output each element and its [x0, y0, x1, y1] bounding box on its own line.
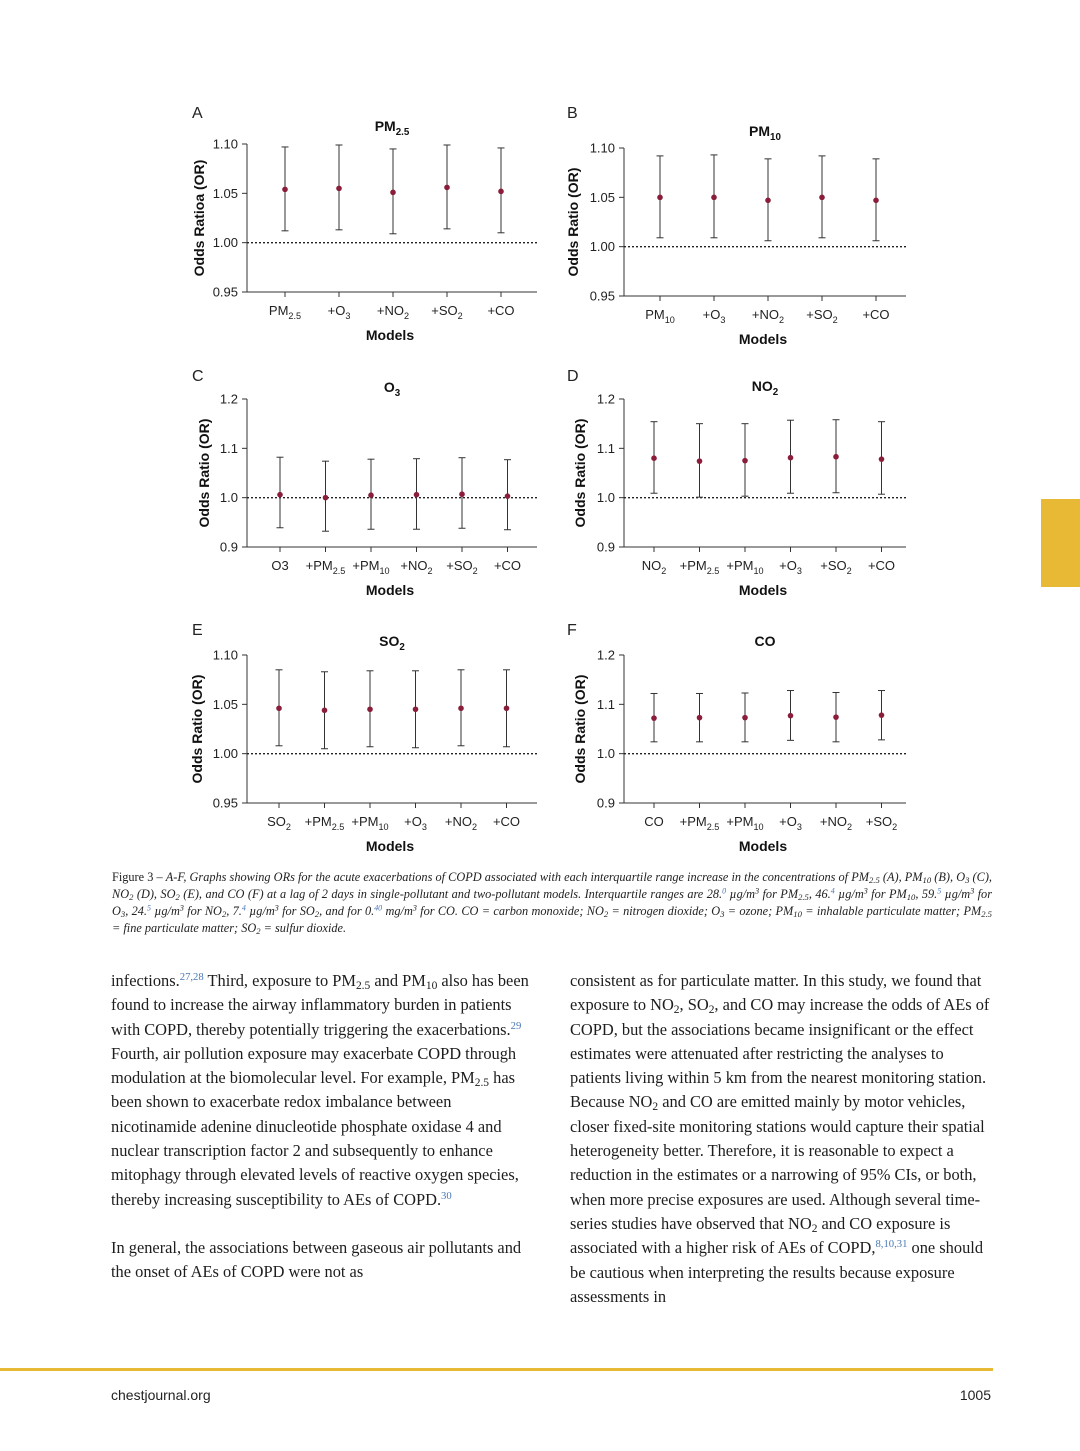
chart-panel-c: [192, 368, 537, 598]
panel-letter: C: [192, 368, 204, 385]
x-tick-label: $+O_3$: [779, 558, 802, 576]
y-tick-label: 1.10: [212, 647, 238, 663]
y-tick-label: 1.2: [596, 647, 615, 663]
y-axis-title: Odds Ratio (OR): [572, 418, 588, 528]
x-tick-label: $+O_3$: [779, 814, 802, 832]
chart-panel-e: [189, 622, 537, 854]
data-point: [367, 706, 373, 712]
data-point: [742, 715, 748, 721]
paragraph: consistent as for particulate matter. In this study, we found that exposure to $NO_2$, $SO_2$, and CO may increase the odds of AEs of COPD, but the associations became insignificant or the effect estimates were attenuated after restricting the analyses to patients living within 5 km from the nearest monitoring station. Because $NO_2$ and CO are emitted mainly by motor vehicles, closer fixed-site monitoring stations would capture their spatial heterogeneity better. Therefore, it is reasonable to expect a reduction in the estimates or a narrowing of 95% CIs, or both, when more precise exposures are used. Although several time-series studies have observed that $NO_2$ and CO exposure is associated with a higher risk of AEs of COPD,$^{8,10,31}$ one should be cautious when interpreting the results because exposure assessments in: [570, 971, 990, 1306]
x-tick-label: $+O_3$: [327, 303, 351, 321]
data-point: [444, 185, 450, 191]
data-point: [505, 493, 511, 499]
panel-letter: D: [567, 368, 579, 385]
panel-letter: B: [567, 105, 578, 122]
x-tick-label: $+PM_{10}$: [351, 814, 389, 832]
x-axis-title: Models: [738, 838, 788, 854]
paragraph: In general, the associations between gaseous air pollutants and the onset of AEs of COPD were not as: [111, 1237, 522, 1282]
data-point: [697, 458, 703, 464]
y-axis-title: Odds Ratioa (OR): [191, 159, 207, 277]
data-point: [873, 197, 879, 203]
x-axis-title: Models: [365, 582, 415, 598]
y-tick-label: 1.0: [219, 490, 238, 506]
data-point: [282, 187, 288, 193]
chart-panel-a: [191, 105, 537, 343]
chart-panel-b: [565, 105, 906, 347]
y-tick-label: 1.10: [212, 136, 238, 152]
data-point: [711, 195, 717, 201]
data-point: [788, 455, 794, 461]
x-tick-label: $NO_2$: [641, 558, 667, 576]
panel-letter: F: [567, 622, 577, 639]
y-tick-label: 0.9: [596, 539, 615, 555]
data-point: [336, 186, 342, 192]
chart-panel-d: [567, 368, 906, 598]
data-point: [742, 458, 748, 464]
data-point: [322, 707, 328, 713]
x-tick-label: +CO: [492, 814, 521, 829]
data-point: [657, 195, 663, 201]
x-tick-label: CO: [644, 814, 664, 829]
x-tick-label: $+SO_2$: [431, 303, 463, 321]
y-tick-label: 1.2: [596, 391, 615, 407]
x-tick-label: +CO: [862, 307, 890, 322]
paragraph: infections.$^{27,28}$ Third, exposure to $PM_{2.5}$ and $PM_{10}$ also has been found to increase the airway inflammatory burden in patients with COPD, thereby potentially triggering the exacerbations.$^{29}$ Fourth, air pollution exposure may exacerbate COPD through modulation at the biomolecular level. For example, $PM_{2.5}$ has been shown to exacerbate redox imbalance between nicotinamide adenine dinucleotide phosphate oxidase 4 and nuclear transcription factor 2 and subsequently to enhance mitophagy through elevated levels of reactive oxygen species, thereby increasing susceptibility to AEs of COPD.$^{30}$: [111, 971, 529, 1209]
x-tick-label: $+SO_2$: [865, 814, 898, 832]
data-point: [788, 713, 794, 719]
x-axis-title: Models: [738, 582, 788, 598]
data-point: [368, 492, 374, 498]
data-point: [819, 195, 825, 201]
data-point: [413, 706, 419, 712]
x-tick-label: $+O_3$: [702, 307, 726, 325]
data-point: [276, 705, 282, 711]
caption-text: A-F, Graphs showing ORs for the acute exacerbations of COPD associated with each interquartile range increase in the concentrations of $PM_{2.5}$ (A), $PM_{10}$ (B), $O_3$ (C), $NO_2$ (D), $SO_2$ (E), and CO (F) at a lag of 2 days in single-pollutant and two-pollutant models. Interquartile ranges are 28.$^0$ $\mu g/m^3$ for $PM_{2.5}$, 46.$^4$ $\mu g/m^3$ for $PM_{10}$, 59.$^5$ $\mu g/m^3$ for $O_3$, 24.$^5$ $\mu g/m^3$ for $NO_2$, 7.$^4$ $\mu g/m^3$ for $SO_2$, and for 0.40 $mg/m^3$ for CO. CO = carbon monoxide; $NO_2$ = nitrogen dioxide; $O_3$ = ozone; $PM_{10}$ = inhalable particulate matter; $PM_{2.5}$ = fine particulate matter; $SO_2$ = sulfur dioxide.: [112, 870, 992, 937]
data-point: [697, 715, 703, 721]
y-tick-label: 1.0: [596, 746, 615, 762]
x-axis-title: Models: [738, 331, 788, 347]
chart-title: $NO_2$: [751, 378, 779, 398]
data-point: [390, 190, 396, 196]
page-number: 1005: [959, 1387, 991, 1403]
x-tick-label: +CO: [487, 303, 515, 318]
data-point: [765, 197, 771, 203]
x-tick-label: $+NO_2$: [751, 307, 785, 325]
y-tick-label: 1.00: [212, 746, 238, 762]
data-point: [504, 705, 510, 711]
x-tick-label: $+PM_{10}$: [726, 558, 764, 576]
text-column-right: [570, 969, 992, 1309]
x-tick-label: $PM_{10}$: [645, 307, 675, 325]
panel-letter: E: [192, 622, 203, 639]
x-tick-label: $PM_{2.5}$: [268, 303, 302, 321]
chart-title: $SO_2$: [379, 633, 405, 653]
x-tick-label: $+PM_{10}$: [726, 814, 764, 832]
y-tick-label: 1.00: [212, 235, 238, 251]
y-tick-label: 0.95: [589, 288, 615, 304]
data-point: [459, 491, 465, 497]
chart-title: $PM_{10}$: [749, 123, 781, 143]
data-point: [833, 714, 839, 720]
chart-panel-f: [567, 622, 906, 854]
x-tick-label: $+PM_{2.5}$: [679, 558, 720, 576]
x-tick-label: $+PM_{10}$: [352, 558, 390, 576]
x-tick-label: $+NO_2$: [819, 814, 853, 832]
data-point: [458, 705, 464, 711]
x-tick-label: $+NO_2$: [400, 558, 433, 576]
y-axis-title: Odds Ratio (OR): [189, 674, 205, 784]
x-tick-label: +CO: [867, 558, 896, 573]
x-tick-label: $SO_2$: [267, 814, 291, 832]
y-tick-label: 1.00: [589, 239, 615, 255]
chart-title: $PM_{2.5}$: [374, 118, 410, 138]
x-tick-label: $+PM_{2.5}$: [305, 558, 346, 576]
y-tick-label: 0.9: [596, 795, 615, 811]
y-tick-label: 1.0: [596, 490, 615, 506]
data-point: [498, 189, 504, 195]
x-tick-label: $+SO_2$: [806, 307, 838, 325]
y-axis-title: Odds Ratio (OR): [572, 674, 588, 784]
y-tick-label: 0.95: [212, 795, 238, 811]
figure-caption: [112, 869, 992, 937]
y-tick-label: 1.05: [212, 185, 238, 201]
y-tick-label: 1.2: [219, 391, 238, 407]
data-point: [833, 454, 839, 460]
chart-title: $O_3$: [383, 379, 401, 399]
x-tick-label: +CO: [493, 558, 522, 573]
panel-letter: A: [192, 105, 203, 122]
footer-rule: [0, 1368, 993, 1371]
text-column-left: [111, 969, 533, 1285]
y-tick-label: 1.1: [596, 696, 615, 712]
data-point: [323, 495, 329, 501]
y-axis-title: Odds Ratio (OR): [565, 167, 581, 277]
x-tick-label: $+PM_{2.5}$: [679, 814, 720, 832]
y-tick-label: 0.95: [212, 284, 238, 300]
y-axis-title: Odds Ratio (OR): [196, 418, 212, 528]
x-tick-label: $+O_3$: [404, 814, 427, 832]
x-tick-label: $+SO_2$: [446, 558, 478, 576]
y-tick-label: 1.1: [596, 440, 615, 456]
x-axis-title: Models: [365, 838, 415, 854]
data-point: [277, 492, 283, 498]
data-point: [651, 715, 657, 721]
y-tick-label: 0.9: [219, 539, 238, 555]
data-point: [879, 456, 885, 462]
x-tick-label: $+SO_2$: [820, 558, 852, 576]
x-tick-label: $+NO_2$: [376, 303, 410, 321]
x-tick-label: O3: [271, 558, 289, 573]
data-point: [414, 492, 420, 498]
y-tick-label: 1.1: [219, 440, 238, 456]
x-tick-label: $+NO_2$: [444, 814, 478, 832]
x-axis-title: Models: [365, 327, 415, 343]
chart-title: CO: [754, 633, 776, 649]
footer-journal: chestjournal.org: [111, 1387, 211, 1403]
y-tick-label: 1.05: [589, 189, 615, 205]
y-tick-label: 1.05: [212, 696, 238, 712]
x-tick-label: $+PM_{2.5}$: [304, 814, 345, 832]
caption-label: Figure 3 –: [112, 870, 166, 884]
data-point: [651, 455, 657, 461]
data-point: [879, 712, 885, 718]
y-tick-label: 1.10: [589, 140, 615, 156]
